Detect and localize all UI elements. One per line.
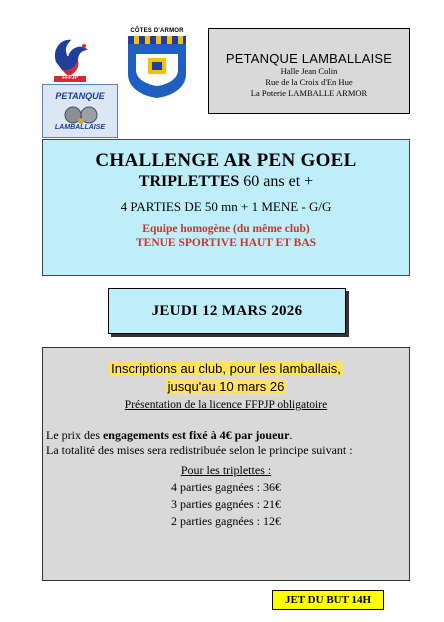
ffpjp-logo bbox=[46, 32, 94, 84]
event-subtitle bbox=[43, 173, 409, 191]
prize-line: 2 parties gagnées : 12€ bbox=[171, 514, 281, 528]
cotes-armor-caption: CÔTES D'ARMOR bbox=[130, 28, 184, 34]
prize-line: 4 parties gagnées : 36€ bbox=[171, 480, 281, 494]
club-address-line-2: Rue de la Croix d'En Hue bbox=[265, 77, 353, 87]
club-name: PETANQUE LAMBALLAISE bbox=[225, 51, 393, 66]
entry-fee-end: . bbox=[289, 428, 293, 442]
shield-icon bbox=[126, 36, 188, 100]
club-logo bbox=[42, 84, 118, 138]
club-address-line-1: Halle Jean Colin bbox=[280, 66, 338, 76]
team-rule: Equipe homogène (du même club) bbox=[142, 223, 310, 235]
entry-fee-start: Le prix des bbox=[46, 428, 103, 442]
event-title: CHALLENGE AR PEN GOEL bbox=[95, 150, 357, 171]
club-address-line-3: La Poterie LAMBALLE ARMOR bbox=[250, 88, 368, 98]
event-subtitle-rest: 60 ans et + bbox=[239, 173, 314, 190]
dress-rule: TENUE SPORTIVE HAUT ET BAS bbox=[135, 237, 317, 249]
prize-line: 3 parties gagnées : 21€ bbox=[171, 497, 281, 511]
prize-header: Pour les triplettes : bbox=[180, 463, 272, 477]
redistribution-text: La totalité des mises sera redistribuée selon le principe suivant : bbox=[46, 443, 353, 457]
club-info-box bbox=[208, 28, 410, 114]
ffpjp-caption: FFPJP bbox=[62, 75, 78, 81]
inscription-line-2: jusqu'au 10 mars 26 bbox=[167, 379, 285, 394]
start-time-box bbox=[272, 590, 384, 610]
cotes-armor-logo bbox=[126, 28, 188, 100]
entry-fee-bold: engagements est fixé à 4€ par joueur bbox=[102, 428, 290, 442]
start-time: JET DU BUT 14H bbox=[284, 594, 372, 606]
date-box bbox=[108, 288, 346, 334]
inscription-text bbox=[43, 360, 409, 396]
event-subtitle-bold: TRIPLETTES bbox=[138, 173, 240, 190]
event-box bbox=[42, 139, 410, 276]
club-logo-bottom-text: LAMBALLAISE bbox=[54, 124, 106, 131]
event-date: JEUDI 12 MARS 2026 bbox=[151, 303, 303, 319]
entry-fee bbox=[43, 427, 409, 443]
licence-notice: Présentation de la licence FFPJP obligatoire bbox=[124, 399, 328, 411]
event-rules: 4 PARTIES DE 50 mn + 1 MENE - G/G bbox=[120, 199, 332, 214]
info-box bbox=[42, 347, 410, 581]
club-logo-top-text: PETANQUE bbox=[55, 91, 105, 101]
inscription-line-1: Inscriptions au club, pour les lamballais, bbox=[111, 361, 341, 376]
